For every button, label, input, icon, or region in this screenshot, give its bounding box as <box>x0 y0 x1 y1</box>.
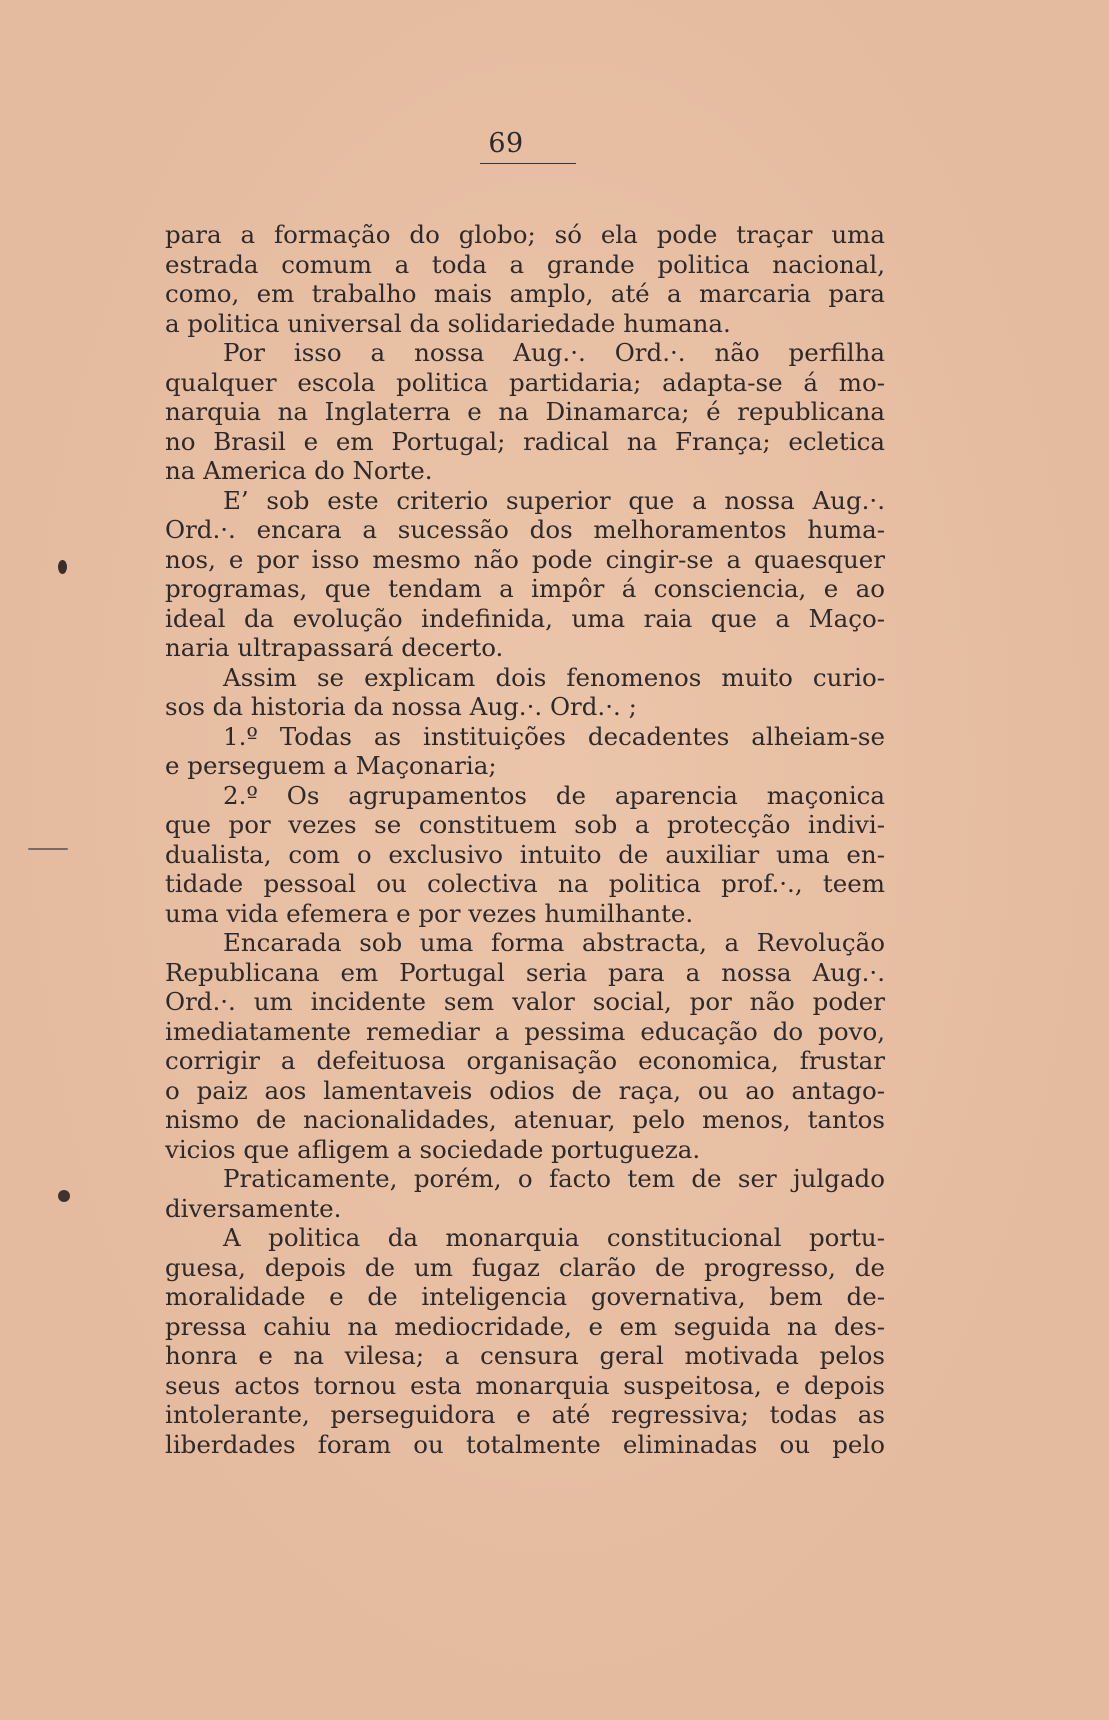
text-line: na America do Norte. <box>165 456 433 485</box>
text-line: estrada comum a toda a grande politica nacional, <box>165 249 885 279</box>
text-line: para a formação do globo; só ela pode traçar uma <box>165 220 885 249</box>
text-line: diversamente. <box>165 1193 342 1223</box>
ink-spot <box>58 560 67 574</box>
text-line: Encarada sob uma forma abstracta, a Revolução <box>223 928 885 957</box>
text-line: 2.º Os agrupamentos de aparencia maçonica <box>223 780 885 810</box>
text-line: A politica da monarquia constitucional portu- <box>223 1223 885 1252</box>
text-line: programas, que tendam a impôr á consciencia, e ao <box>165 574 885 603</box>
text-line: guesa, depois de um fugaz clarão de progresso, de <box>165 1252 885 1282</box>
text-line: 1.º Todas as instituições decadentes alheiam-se <box>223 721 885 751</box>
text-line: Por isso a nossa Aug.·. Ord.·. não perfilha <box>223 338 885 367</box>
text-line: moralidade e de inteligencia governativa, bem de- <box>165 1282 885 1311</box>
text-line: a politica universal da solidariedade humana. <box>165 308 731 338</box>
ink-spot <box>28 848 68 850</box>
text-line: no Brasil e em Portugal; radical na França; ecletica <box>165 426 885 456</box>
text-line: Ord.·. um incidente sem valor social, por não poder <box>165 987 885 1016</box>
text-line: narquia na Inglaterra e na Dinamarca; é republicana <box>165 397 885 426</box>
text-line: dualista, com o exclusivo intuito de auxiliar uma en- <box>165 839 885 869</box>
text-line: e perseguem a Maçonaria; <box>165 751 497 780</box>
text-line: vicios que afligem a sociedade portugueza. <box>165 1134 701 1164</box>
text-line: imediatamente remediar a pessima educação do povo, <box>165 1016 885 1046</box>
text-line: sos da historia da nossa Aug.·. Ord.·. ; <box>165 692 637 721</box>
body-text <box>165 220 885 1459</box>
text-line: naria ultrapassará decerto. <box>165 633 504 662</box>
text-line: o paiz aos lamentaveis odios de raça, ou ao antago- <box>165 1075 885 1105</box>
text-line: nos, e por isso mesmo não pode cingir-se a quaesquer <box>165 544 885 574</box>
text-line: tidade pessoal ou colectiva na politica prof.·., teem <box>165 869 885 898</box>
text-line: Republicana em Portugal seria para a nossa Aug.·. <box>165 957 885 987</box>
text-line: nismo de nacionalidades, atenuar, pelo menos, tantos <box>165 1105 885 1134</box>
text-line: Praticamente, porém, o facto tem de ser julgado <box>223 1164 885 1193</box>
text-line: seus actos tornou esta monarquia suspeitosa, e depois <box>165 1370 885 1400</box>
text-line: E’ sob este criterio superior que a nossa Aug.·. <box>223 485 885 515</box>
text-line: qualquer escola politica partidaria; adapta-se á mo- <box>165 367 885 397</box>
text-line: honra e na vilesa; a censura geral motivada pelos <box>165 1341 885 1370</box>
text-line: que por vezes se constituem sob a protecção indivi- <box>165 810 885 839</box>
page-number-rule <box>480 163 576 164</box>
text-line: liberdades foram ou totalmente eliminadas ou pelo <box>165 1429 885 1459</box>
text-line: pressa cahiu na mediocridade, e em seguida na des- <box>165 1311 885 1341</box>
text-line: Assim se explicam dois fenomenos muito curio- <box>223 662 885 692</box>
text-line: uma vida efemera e por vezes humilhante. <box>165 898 694 928</box>
text-line: corrigir a defeituosa organisação economica, frustar <box>165 1046 885 1075</box>
ink-spot <box>58 1190 70 1202</box>
text-line: ideal da evolução indefinida, uma raia que a Maço- <box>165 603 885 633</box>
page-number: 69 <box>488 128 524 159</box>
text-line: como, em trabalho mais amplo, até a marcaria para <box>165 279 885 308</box>
text-line: Ord.·. encara a sucessão dos melhoramentos huma- <box>165 515 885 544</box>
text-line: intolerante, perseguidora e até regressiva; todas as <box>165 1400 885 1429</box>
